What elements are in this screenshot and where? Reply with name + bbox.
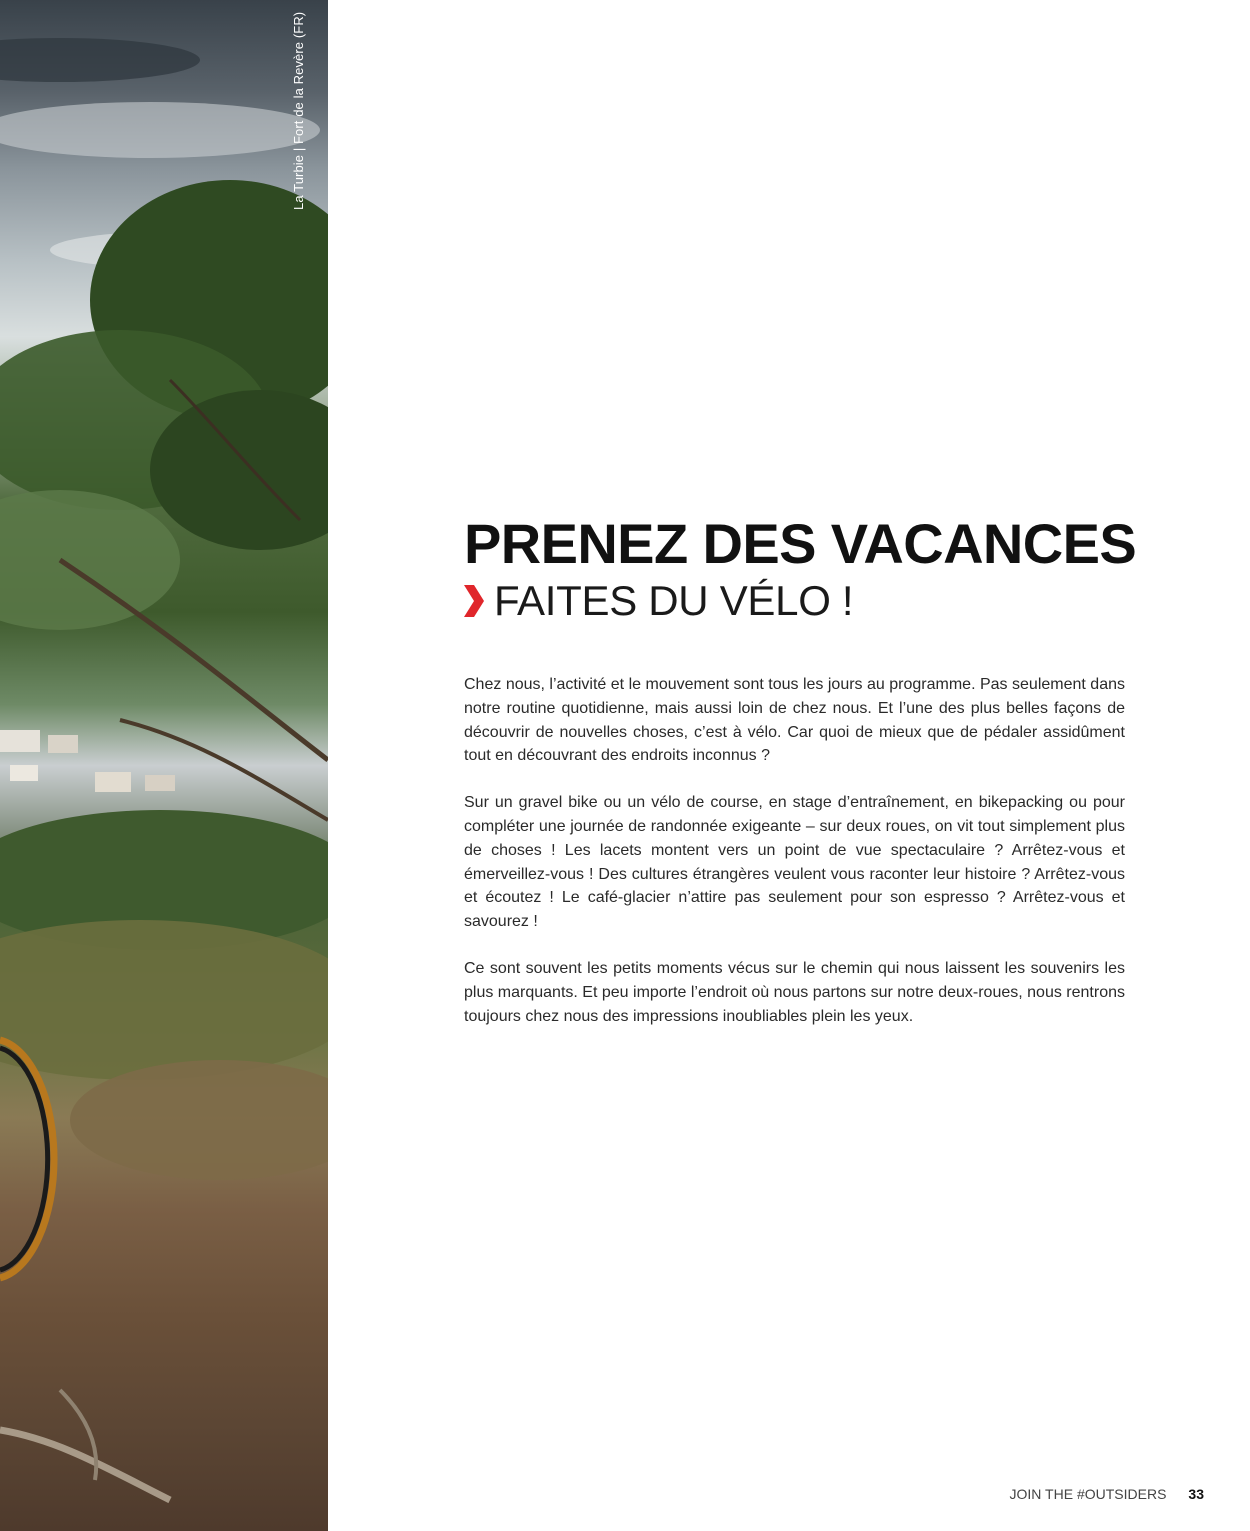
article-body <box>464 673 1125 1051</box>
footer-tagline: JOIN THE #OUTSIDERS <box>1009 1486 1167 1502</box>
paragraph: Ce sont souvent les petits moments vécus sur le chemin qui nous laissent les souvenirs les plus marquants. Et peu importe l’endroit où nous partons sur notre deux-roues, nous rentrons toujours chez nous des impressions inoubliables plein les yeux. <box>464 959 1125 1025</box>
article-headline: PRENEZ DES VACANCES <box>464 512 1137 575</box>
article-subheadline <box>462 577 853 625</box>
page-footer <box>1010 1486 1204 1502</box>
subheadline-text: FAITES DU VÉLO ! <box>494 577 854 624</box>
page-number: 33 <box>1188 1486 1204 1502</box>
paragraph: Chez nous, l’activité et le mouvement sont tous les jours au programme. Pas seulement dans notre routine quotidienne, mais aussi loin de chez nous. Et l’une des plus belles façons de découvrir de nouvelles choses, c’est à vélo. Car quoi de mieux que de pédaler assidûment tout en découvrant des endroits inconnus ? <box>464 676 1125 765</box>
chevron-right-icon <box>462 583 486 619</box>
photo-caption: La Turbie | Fort de la Revère (FR) <box>291 11 306 210</box>
landscape-illustration <box>0 0 328 1531</box>
paragraph: Sur un gravel bike ou un vélo de course, en stage d’entraînement, en bikepacking ou pour compléter une journée de randonnée exigeante – sur deux roues, on vit tout simplement plus de choses ! Les lacets montent vers un point de vue spectaculaire ? Arrêtez-vous et émerveillez-vous ! Des cultures étrangères veulent vous raconter leur histoire ? Arrêtez-vous et écoutez ! Le café-glacier n’attire pas seulement pour son espresso ? Arrêtez-vous et savourez ! <box>464 794 1125 931</box>
hero-photo <box>0 0 328 1531</box>
